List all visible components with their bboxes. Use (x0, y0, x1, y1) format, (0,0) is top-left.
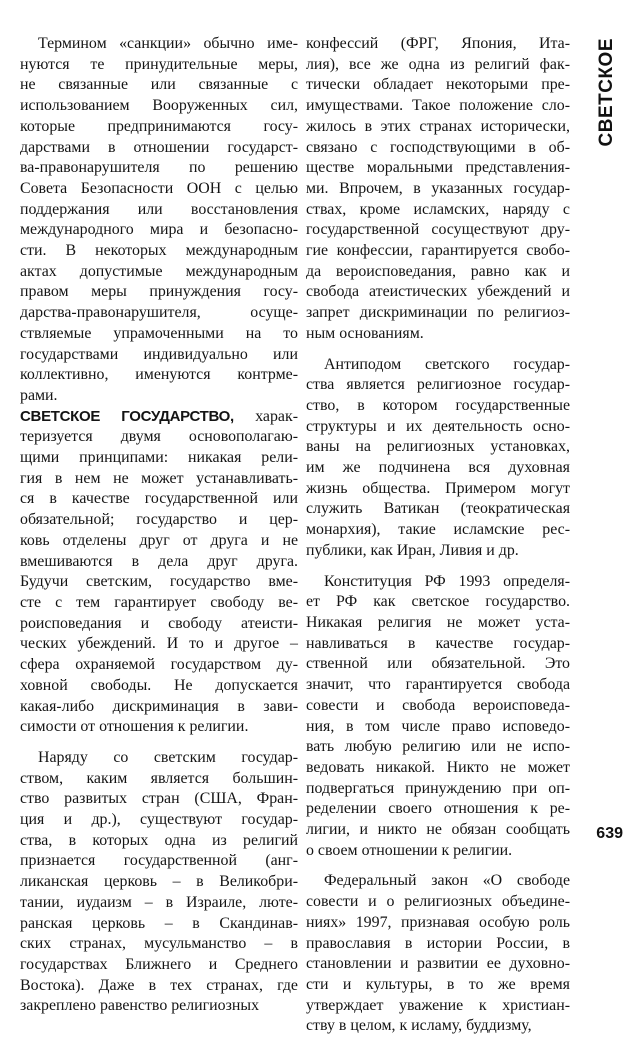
text-line: значит, что гарантируется свобода (306, 676, 570, 694)
text-line: ских странах, мусульманство – в (20, 935, 298, 953)
text-line: обязательной; государство и цер- (20, 511, 298, 529)
text-line: совести и о религиозных объедине- (306, 893, 570, 911)
text-line: им же подчинена вся духовная (306, 459, 570, 477)
text-line: ческих убеждений. И то и другое – (20, 635, 298, 653)
text-line: ным основаниям. (306, 324, 424, 342)
text-line: гия в нем не может устанавливать- (20, 469, 298, 487)
text-line: ся в качестве государственной или (20, 490, 298, 508)
text-line: государствами индивидуально или (20, 345, 298, 363)
text-line: запрет дискриминации по религиоз- (306, 304, 570, 322)
text-line: связано с господствующими в об- (306, 138, 570, 156)
secular-countries-paragraph (20, 748, 298, 1017)
text-line: ству в целом, к исламу, буддизму, (306, 1017, 532, 1035)
text-line: ствах, кроме исламских, наряду с (306, 200, 570, 218)
text-line: ством, каким является большин- (20, 769, 298, 787)
text-line: Термином «санкции» обычно име- (38, 35, 298, 52)
text-line: роисповедания и свободу атеисти- (20, 614, 298, 632)
federal-law-paragraph (306, 871, 570, 1037)
text-line: становлении и развитии ее духовно- (306, 955, 570, 973)
entry-first-line (20, 407, 298, 428)
text-line: закреплено равенство религиозных (20, 997, 260, 1015)
text-line: Конституция РФ 1993 определя- (324, 572, 570, 590)
text-line: Антиподом светского государ- (324, 355, 570, 373)
text-line: сти. В некоторых международным (20, 242, 298, 260)
text-line: ваны на религиозных установках, (306, 438, 570, 456)
text-line: сте с тем гарантирует свободу ве- (20, 593, 298, 611)
text-line: ция и др.), существуют государ- (20, 811, 298, 829)
text-line: не связанные или связанные с (20, 76, 298, 94)
text-line: имуществами. Такое положение сло- (306, 97, 570, 115)
text-line: ство, в котором государственные (306, 396, 570, 414)
text-line: гие конфессии, гарантируется свобо- (306, 242, 570, 260)
text-line: сфера охраняемой государством ду- (20, 656, 298, 674)
text-line: да вероисповедания, равно как и (306, 262, 570, 280)
secular-state-entry (20, 407, 298, 738)
text-line: публики, как Иран, Ливия и др. (306, 541, 519, 559)
text-line: жизнь общества. Примером могут (306, 479, 570, 497)
text-line: монархия), такие исламские рес- (306, 521, 570, 539)
text-line: ранская церковь – в Скандинав- (20, 914, 298, 932)
headword: СВЕТСКОЕ ГОСУДАРСТВО, (20, 407, 234, 425)
text-line: ства, в которых одна из религий (20, 831, 298, 849)
text-line: ществе моральными представления- (306, 159, 570, 177)
text-line: Совета Безопасности ООН с целью (20, 179, 298, 197)
text-line: служить Ватикан (теократическая (306, 500, 570, 518)
text-line: конфессий (ФРГ, Япония, Ита- (306, 35, 570, 52)
sanctions-paragraph (20, 34, 298, 407)
text-line: православия в истории России, в (306, 934, 570, 952)
text-line: навливаться в качестве государ- (306, 634, 570, 652)
text-line: ределении своего отношения к ре- (306, 800, 570, 818)
text-line: ведовать никакой. Никто не может (306, 758, 570, 776)
left-column (20, 34, 298, 1017)
text-line: Федеральный закон «О свободе (324, 872, 570, 890)
text-line: ниях» 1997, признавая особую роль (306, 913, 570, 931)
text-line: Наряду со светским государ- (38, 748, 298, 766)
constitution-paragraph (306, 572, 570, 862)
text-line: ства является религиозное государ- (306, 376, 570, 394)
text-line: теризуется двумя основополагаю- (20, 428, 298, 446)
text-line: ховной свободы. Не допускается (20, 676, 298, 694)
text-line: государственной сосуществуют дру- (306, 221, 570, 239)
text-line: тически обладает некоторыми пре- (306, 76, 570, 94)
text-line: сти и культуры, в то же время (306, 975, 570, 993)
text-line: правом меры принуждения госу- (20, 283, 298, 301)
religious-state-paragraph (306, 355, 570, 562)
text-line: симости от отношения к религии. (20, 718, 249, 736)
running-head: СВЕТСКОЕ (596, 38, 617, 147)
text-line: дарствами в отношении государст- (20, 138, 298, 156)
text-line: ет РФ как светское государство. (306, 593, 570, 611)
text-line: щими принципами: никакая рели- (20, 449, 298, 467)
text-line: структуры и их деятельность осно- (306, 417, 570, 435)
text-line: ство развитых стран (США, Фран- (20, 790, 298, 808)
text-line: свобода атеистических убеждений и (306, 283, 570, 301)
right-column (306, 34, 570, 1037)
text-line: актах допустимые международным (20, 262, 298, 280)
confessions-paragraph (306, 34, 570, 345)
text-line: использованием Вооруженных сил, (20, 97, 298, 115)
text-line: коллективно, именуются контрме- (20, 366, 298, 384)
text-line: лия), все же одна из религий фак- (306, 55, 570, 73)
text-line: международного мира и безопасно- (20, 221, 298, 239)
text-line: дарства-правонарушителя, осуще- (20, 304, 298, 322)
headword-continuation: харак- (233, 407, 298, 425)
text-line: рами. (20, 386, 58, 404)
page-number: 639 (596, 825, 623, 842)
text-line: какая-либо дискриминация в зави- (20, 697, 298, 715)
text-line: ва-правонарушителя по решению (20, 159, 298, 177)
text-line: о своем отношении к религии. (306, 841, 513, 859)
text-line: Востока). Даже в тех странах, где (20, 976, 298, 994)
text-line: государствах Ближнего и Среднего (20, 955, 298, 973)
text-line: Будучи светским, государство вме- (20, 573, 298, 591)
text-line: ковь отделены друг от друга и не (20, 531, 298, 549)
text-line: нуются те принудительные меры, (20, 55, 298, 73)
text-line: которые предпринимаются госу- (20, 117, 298, 135)
text-line: вать любую религию или не испо- (306, 738, 570, 756)
text-line: ствляемые упрамоченными на то (20, 324, 298, 342)
text-line: утверждает уважение к христиан- (306, 996, 570, 1014)
text-line: подвергаться принуждению при оп- (306, 779, 570, 797)
text-line: вмешиваются в дела друг друга. (20, 552, 298, 570)
text-line: ния, в том числе право исповедо- (306, 717, 570, 735)
text-line: совести и свобода вероисповеда- (306, 696, 570, 714)
text-line: ственной или обязательной. Это (306, 655, 570, 673)
text-line: лигии, и никто не обязан сообщать (306, 821, 570, 839)
text-line: Никакая религия не может уста- (306, 613, 570, 631)
text-line: ми. Впрочем, в указанных государ- (306, 179, 570, 197)
text-line: тании, иудаизм – в Израиле, люте- (20, 893, 298, 911)
text-line: признается государственной (анг- (20, 852, 298, 870)
text-line: ликанская церковь – в Великобри- (20, 873, 298, 891)
text-line: поддержания или восстановления (20, 200, 298, 218)
text-line: жилось в этих странах исторически, (306, 117, 570, 135)
